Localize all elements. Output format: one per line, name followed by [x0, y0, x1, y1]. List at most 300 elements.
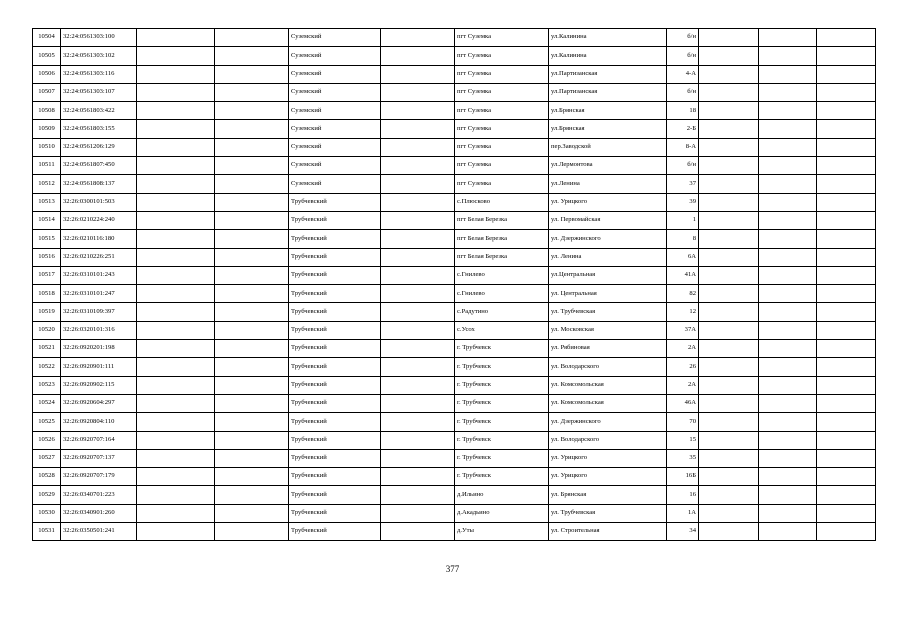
street-cell: ул.Лермонтова [549, 157, 667, 175]
empty-cell [817, 340, 876, 358]
district-cell: Трубчевский [289, 266, 381, 284]
empty-cell [215, 266, 289, 284]
empty-cell [137, 321, 215, 339]
empty-cell [215, 431, 289, 449]
empty-cell [759, 248, 817, 266]
house-cell: 2-Б [667, 120, 699, 138]
house-cell: 1А [667, 504, 699, 522]
cadastral-number-cell: 32:24:0561808:137 [61, 175, 137, 193]
row-number-cell: 10530 [33, 504, 61, 522]
empty-cell [381, 65, 455, 83]
cadastral-number-cell: 32:24:0561206:129 [61, 138, 137, 156]
empty-cell [215, 102, 289, 120]
empty-cell [699, 358, 759, 376]
cadastral-number-cell: 32:26:0920201:198 [61, 340, 137, 358]
empty-cell [699, 523, 759, 541]
district-cell: Трубчевский [289, 468, 381, 486]
cadastral-number-cell: 32:24:0561303:116 [61, 65, 137, 83]
empty-cell [817, 321, 876, 339]
empty-cell [759, 83, 817, 101]
empty-cell [759, 340, 817, 358]
empty-cell [381, 376, 455, 394]
empty-cell [699, 504, 759, 522]
house-cell: б/н [667, 29, 699, 47]
cadastral-number-cell: 32:24:0561803:155 [61, 120, 137, 138]
empty-cell [215, 65, 289, 83]
street-cell: ул. Рябиновая [549, 340, 667, 358]
cadastral-number-cell: 32:26:0210224:240 [61, 211, 137, 229]
empty-cell [817, 303, 876, 321]
empty-cell [817, 175, 876, 193]
settlement-cell: пгт Белая Березка [455, 230, 549, 248]
empty-cell [215, 504, 289, 522]
street-cell: ул.Центральная [549, 266, 667, 284]
empty-cell [381, 175, 455, 193]
house-cell: 39 [667, 193, 699, 211]
empty-cell [215, 47, 289, 65]
house-cell: 34 [667, 523, 699, 541]
settlement-cell: г. Трубчевск [455, 394, 549, 412]
empty-cell [137, 285, 215, 303]
row-number-cell: 10506 [33, 65, 61, 83]
empty-cell [699, 102, 759, 120]
empty-cell [759, 266, 817, 284]
table-row [33, 303, 876, 321]
empty-cell [381, 321, 455, 339]
empty-cell [215, 138, 289, 156]
empty-cell [759, 486, 817, 504]
empty-cell [699, 193, 759, 211]
empty-cell [215, 376, 289, 394]
empty-cell [817, 285, 876, 303]
empty-cell [759, 431, 817, 449]
cadastral-number-cell: 32:26:0920804:110 [61, 413, 137, 431]
table-row [33, 431, 876, 449]
house-cell: 26 [667, 358, 699, 376]
district-cell: Трубчевский [289, 394, 381, 412]
row-number-cell: 10505 [33, 47, 61, 65]
cadastral-number-cell: 32:24:0561303:107 [61, 83, 137, 101]
empty-cell [759, 193, 817, 211]
row-number-cell: 10519 [33, 303, 61, 321]
street-cell: ул. Урицкого [549, 468, 667, 486]
empty-cell [699, 230, 759, 248]
table-row [33, 394, 876, 412]
empty-cell [137, 486, 215, 504]
register-table [32, 28, 876, 541]
settlement-cell: пгт Суземка [455, 138, 549, 156]
table-row [33, 193, 876, 211]
empty-cell [137, 468, 215, 486]
cadastral-number-cell: 32:26:0310109:397 [61, 303, 137, 321]
street-cell: ул. Володарского [549, 358, 667, 376]
empty-cell [215, 321, 289, 339]
cadastral-number-cell: 32:24:0561303:102 [61, 47, 137, 65]
empty-cell [699, 65, 759, 83]
empty-cell [137, 211, 215, 229]
empty-cell [381, 102, 455, 120]
house-cell: 35 [667, 449, 699, 467]
row-number-cell: 10525 [33, 413, 61, 431]
empty-cell [699, 211, 759, 229]
empty-cell [699, 431, 759, 449]
street-cell: ул.Брянская [549, 120, 667, 138]
empty-cell [381, 47, 455, 65]
district-cell: Суземский [289, 120, 381, 138]
house-cell: 2А [667, 376, 699, 394]
street-cell: ул.Партизанская [549, 83, 667, 101]
empty-cell [215, 211, 289, 229]
empty-cell [759, 523, 817, 541]
street-cell: ул. Володарского [549, 431, 667, 449]
empty-cell [137, 157, 215, 175]
district-cell: Трубчевский [289, 376, 381, 394]
table-row [33, 358, 876, 376]
house-cell: 12 [667, 303, 699, 321]
district-cell: Суземский [289, 157, 381, 175]
empty-cell [817, 413, 876, 431]
house-cell: 37А [667, 321, 699, 339]
empty-cell [759, 138, 817, 156]
empty-cell [137, 120, 215, 138]
empty-cell [137, 138, 215, 156]
empty-cell [699, 47, 759, 65]
row-number-cell: 10528 [33, 468, 61, 486]
house-cell: б/н [667, 47, 699, 65]
empty-cell [381, 486, 455, 504]
empty-cell [381, 211, 455, 229]
empty-cell [759, 120, 817, 138]
row-number-cell: 10520 [33, 321, 61, 339]
settlement-cell: д.Акадьино [455, 504, 549, 522]
empty-cell [699, 138, 759, 156]
empty-cell [817, 358, 876, 376]
table-row [33, 83, 876, 101]
empty-cell [817, 504, 876, 522]
empty-cell [215, 486, 289, 504]
house-cell: б/н [667, 157, 699, 175]
district-cell: Трубчевский [289, 285, 381, 303]
empty-cell [137, 340, 215, 358]
street-cell: ул. Комсомольская [549, 394, 667, 412]
empty-cell [699, 175, 759, 193]
settlement-cell: г. Трубчевск [455, 468, 549, 486]
street-cell: ул.Калинина [549, 29, 667, 47]
empty-cell [817, 65, 876, 83]
street-cell: ул. Брянская [549, 486, 667, 504]
house-cell: 18 [667, 102, 699, 120]
empty-cell [759, 285, 817, 303]
empty-cell [699, 248, 759, 266]
cadastral-number-cell: 32:26:0210226:251 [61, 248, 137, 266]
row-number-cell: 10514 [33, 211, 61, 229]
empty-cell [759, 230, 817, 248]
settlement-cell: г. Трубчевск [455, 358, 549, 376]
street-cell: ул. Комсомольская [549, 376, 667, 394]
house-cell: 46А [667, 394, 699, 412]
street-cell: ул. Трубчевская [549, 504, 667, 522]
empty-cell [215, 303, 289, 321]
empty-cell [137, 358, 215, 376]
settlement-cell: д.Ильино [455, 486, 549, 504]
empty-cell [699, 449, 759, 467]
table-row [33, 138, 876, 156]
table-row [33, 65, 876, 83]
cadastral-number-cell: 32:26:0300101:503 [61, 193, 137, 211]
house-cell: 16Б [667, 468, 699, 486]
row-number-cell: 10524 [33, 394, 61, 412]
page-number: 377 [445, 564, 460, 574]
empty-cell [137, 65, 215, 83]
empty-cell [215, 285, 289, 303]
table-row [33, 285, 876, 303]
empty-cell [137, 230, 215, 248]
table-row [33, 211, 876, 229]
empty-cell [759, 358, 817, 376]
district-cell: Суземский [289, 29, 381, 47]
district-cell: Трубчевский [289, 321, 381, 339]
empty-cell [215, 193, 289, 211]
empty-cell [817, 157, 876, 175]
settlement-cell: пгт Белая Березка [455, 211, 549, 229]
settlement-cell: пгт Суземка [455, 175, 549, 193]
cadastral-number-cell: 32:26:0340901:260 [61, 504, 137, 522]
house-cell: 2А [667, 340, 699, 358]
empty-cell [381, 285, 455, 303]
district-cell: Суземский [289, 65, 381, 83]
cadastral-number-cell: 32:26:0920707:179 [61, 468, 137, 486]
empty-cell [699, 468, 759, 486]
row-number-cell: 10508 [33, 102, 61, 120]
district-cell: Трубчевский [289, 449, 381, 467]
empty-cell [215, 29, 289, 47]
district-cell: Трубчевский [289, 413, 381, 431]
empty-cell [759, 303, 817, 321]
empty-cell [699, 486, 759, 504]
empty-cell [215, 413, 289, 431]
district-cell: Трубчевский [289, 358, 381, 376]
cadastral-number-cell: 32:24:0561303:100 [61, 29, 137, 47]
empty-cell [817, 523, 876, 541]
settlement-cell: г. Трубчевск [455, 449, 549, 467]
empty-cell [817, 29, 876, 47]
empty-cell [817, 102, 876, 120]
row-number-cell: 10527 [33, 449, 61, 467]
row-number-cell: 10511 [33, 157, 61, 175]
row-number-cell: 10510 [33, 138, 61, 156]
house-cell: 41А [667, 266, 699, 284]
empty-cell [137, 523, 215, 541]
empty-cell [215, 449, 289, 467]
row-number-cell: 10522 [33, 358, 61, 376]
settlement-cell: пгт Суземка [455, 29, 549, 47]
empty-cell [215, 157, 289, 175]
table-row [33, 504, 876, 522]
house-cell: 70 [667, 413, 699, 431]
district-cell: Суземский [289, 47, 381, 65]
empty-cell [759, 413, 817, 431]
empty-cell [699, 157, 759, 175]
empty-cell [759, 157, 817, 175]
empty-cell [215, 230, 289, 248]
street-cell: ул. Центральная [549, 285, 667, 303]
table-row [33, 120, 876, 138]
street-cell: ул.Ленина [549, 175, 667, 193]
row-number-cell: 10529 [33, 486, 61, 504]
settlement-cell: пгт Суземка [455, 120, 549, 138]
empty-cell [817, 211, 876, 229]
row-number-cell: 10512 [33, 175, 61, 193]
house-cell: 4-А [667, 65, 699, 83]
district-cell: Трубчевский [289, 303, 381, 321]
cadastral-number-cell: 32:26:0310101:243 [61, 266, 137, 284]
table-row [33, 248, 876, 266]
row-number-cell: 10513 [33, 193, 61, 211]
empty-cell [817, 486, 876, 504]
cadastral-number-cell: 32:26:0920604:297 [61, 394, 137, 412]
empty-cell [137, 29, 215, 47]
empty-cell [381, 358, 455, 376]
cadastral-number-cell: 32:26:0920902:115 [61, 376, 137, 394]
cadastral-number-cell: 32:26:0320101:316 [61, 321, 137, 339]
district-cell: Трубчевский [289, 193, 381, 211]
empty-cell [137, 376, 215, 394]
table-row [33, 157, 876, 175]
empty-cell [137, 303, 215, 321]
empty-cell [817, 83, 876, 101]
empty-cell [215, 248, 289, 266]
empty-cell [137, 431, 215, 449]
settlement-cell: пгт Суземка [455, 47, 549, 65]
street-cell: ул. Строительная [549, 523, 667, 541]
row-number-cell: 10526 [33, 431, 61, 449]
cadastral-number-cell: 32:26:0350501:241 [61, 523, 137, 541]
settlement-cell: пгт Суземка [455, 83, 549, 101]
empty-cell [215, 175, 289, 193]
empty-cell [817, 138, 876, 156]
cadastral-number-cell: 32:26:0210116:180 [61, 230, 137, 248]
cadastral-number-cell: 32:26:0920707:137 [61, 449, 137, 467]
street-cell: ул.Брянская [549, 102, 667, 120]
empty-cell [381, 120, 455, 138]
empty-cell [137, 504, 215, 522]
empty-cell [215, 468, 289, 486]
street-cell: пер.Заводской [549, 138, 667, 156]
empty-cell [381, 431, 455, 449]
empty-cell [381, 29, 455, 47]
row-number-cell: 10509 [33, 120, 61, 138]
empty-cell [215, 120, 289, 138]
empty-cell [381, 523, 455, 541]
house-cell: 37 [667, 175, 699, 193]
table-body [33, 29, 876, 541]
district-cell: Трубчевский [289, 230, 381, 248]
empty-cell [817, 248, 876, 266]
district-cell: Трубчевский [289, 431, 381, 449]
district-cell: Суземский [289, 102, 381, 120]
district-cell: Суземский [289, 138, 381, 156]
empty-cell [699, 266, 759, 284]
empty-cell [759, 47, 817, 65]
settlement-cell: пгт Суземка [455, 102, 549, 120]
empty-cell [699, 83, 759, 101]
settlement-cell: с.Усох [455, 321, 549, 339]
empty-cell [381, 303, 455, 321]
table-row [33, 376, 876, 394]
district-cell: Трубчевский [289, 248, 381, 266]
empty-cell [759, 468, 817, 486]
cadastral-number-cell: 32:26:0340701:223 [61, 486, 137, 504]
house-cell: б/н [667, 83, 699, 101]
settlement-cell: с.Гнилево [455, 285, 549, 303]
cadastral-number-cell: 32:26:0920707:164 [61, 431, 137, 449]
empty-cell [137, 449, 215, 467]
empty-cell [817, 193, 876, 211]
empty-cell [699, 303, 759, 321]
empty-cell [381, 468, 455, 486]
empty-cell [137, 83, 215, 101]
house-cell: 82 [667, 285, 699, 303]
cadastral-number-cell: 32:26:0920901:111 [61, 358, 137, 376]
street-cell: ул.Партизанская [549, 65, 667, 83]
empty-cell [817, 431, 876, 449]
table-row [33, 321, 876, 339]
street-cell: ул. Ленина [549, 248, 667, 266]
empty-cell [381, 413, 455, 431]
empty-cell [381, 138, 455, 156]
empty-cell [381, 504, 455, 522]
empty-cell [817, 120, 876, 138]
street-cell: ул. Урицкого [549, 193, 667, 211]
empty-cell [817, 47, 876, 65]
row-number-cell: 10515 [33, 230, 61, 248]
table-row [33, 175, 876, 193]
empty-cell [381, 449, 455, 467]
house-cell: 15 [667, 431, 699, 449]
table-row [33, 413, 876, 431]
row-number-cell: 10517 [33, 266, 61, 284]
table-row [33, 266, 876, 284]
empty-cell [381, 266, 455, 284]
empty-cell [381, 83, 455, 101]
street-cell: ул. Урицкого [549, 449, 667, 467]
settlement-cell: г. Трубчевск [455, 413, 549, 431]
empty-cell [699, 120, 759, 138]
house-cell: 8-А [667, 138, 699, 156]
empty-cell [381, 394, 455, 412]
row-number-cell: 10521 [33, 340, 61, 358]
empty-cell [381, 340, 455, 358]
empty-cell [817, 230, 876, 248]
empty-cell [699, 29, 759, 47]
empty-cell [215, 523, 289, 541]
settlement-cell: с.Радутино [455, 303, 549, 321]
table-row [33, 449, 876, 467]
street-cell: ул. Первомайская [549, 211, 667, 229]
empty-cell [699, 413, 759, 431]
empty-cell [137, 47, 215, 65]
district-cell: Трубчевский [289, 340, 381, 358]
empty-cell [137, 266, 215, 284]
empty-cell [817, 376, 876, 394]
settlement-cell: с.Плюсково [455, 193, 549, 211]
empty-cell [759, 102, 817, 120]
district-cell: Трубчевский [289, 504, 381, 522]
empty-cell [137, 248, 215, 266]
empty-cell [137, 102, 215, 120]
empty-cell [381, 248, 455, 266]
empty-cell [817, 449, 876, 467]
